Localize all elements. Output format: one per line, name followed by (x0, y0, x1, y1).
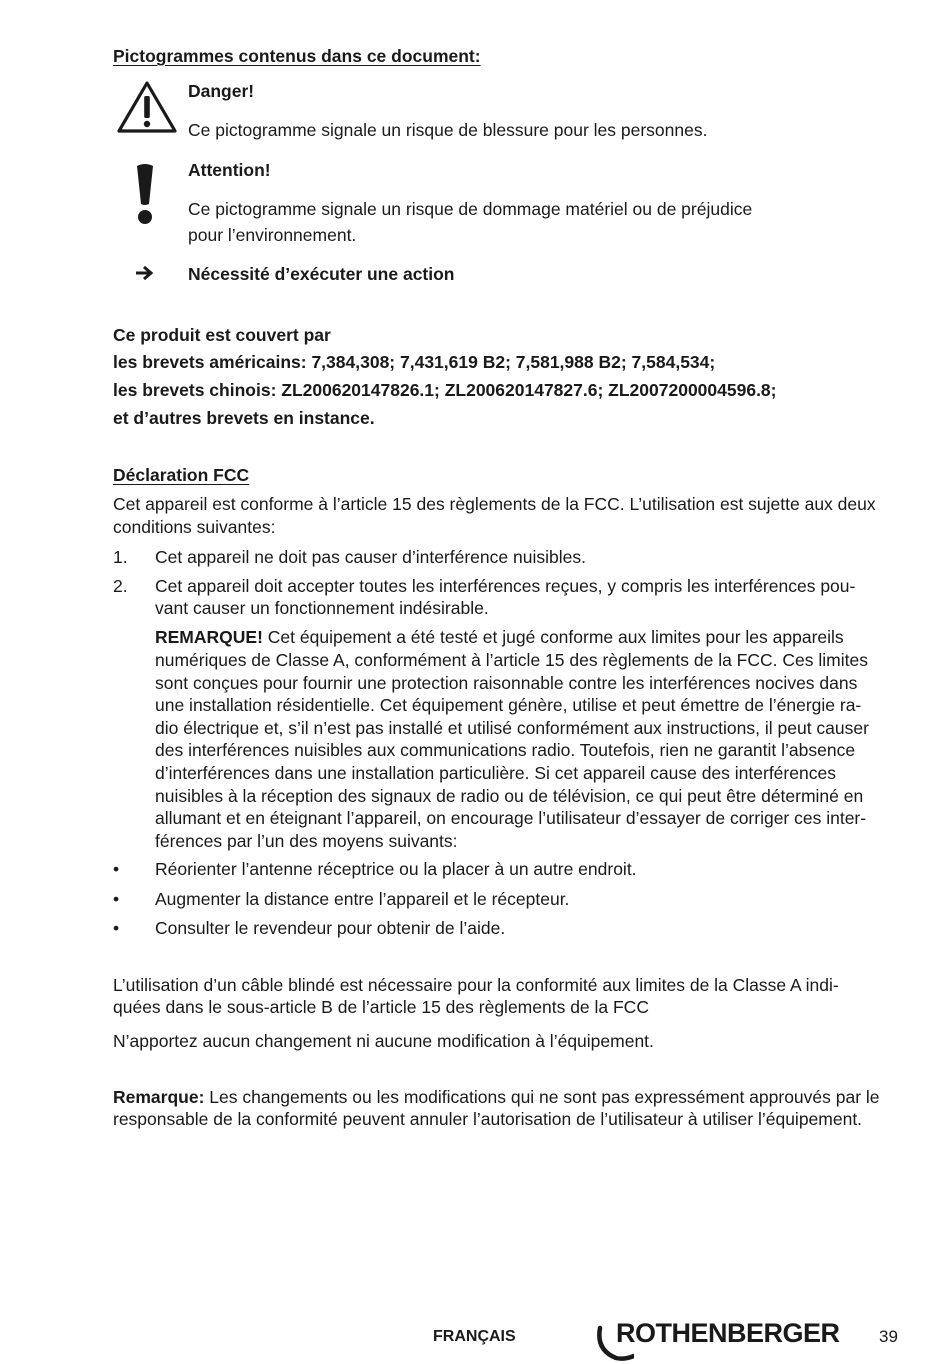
danger-title: Danger! (188, 81, 255, 101)
bullet-item-reorient: Réorienter l’antenne réceptrice ou la placer à un autre endroit. (155, 859, 637, 879)
patents-us: les brevets américains: 7,384,308; 7,431,619 B2; 7,581,988 B2; 7,584,534; (113, 352, 716, 372)
remark-line-8: nuisibles à la réception des signaux de radio ou de télévision, ce qui peut être déterminé en (155, 786, 864, 806)
remark-line-3: sont conçues pour fournir une protection raisonnable contre les interférences nocives dans (155, 673, 858, 693)
note-line2: responsable de la conformité peuvent annuler l’autorisation de l’utilisateur à utiliser l’équipement. (113, 1109, 863, 1129)
condition-2-text-line2: vant causer un fonctionnement indésirable. (155, 598, 489, 618)
remark-line-1: REMARQUE! Cet équipement a été testé et jugé conforme aux limites pour les appareils (155, 627, 844, 647)
bullet-item-distance: Augmenter la distance entre l’appareil et le récepteur. (155, 889, 570, 909)
remark-line-5: dio électrique et, s’il n’est pas installé et utilisé conformément aux instructions, il peut causer (155, 718, 869, 738)
warning-triangle-icon (116, 80, 178, 134)
patents-cn: les brevets chinois: ZL200620147826.1; ZL200620147827.6; ZL2007200004596.8; (113, 380, 777, 400)
remark-line-10: férences par l’un des moyens suivants: (155, 831, 458, 851)
fcc-intro-line1: Cet appareil est conforme à l’article 15 des règlements de la FCC. L’utilisation est sujette aux deux (113, 494, 876, 514)
attention-text-line2: pour l’environnement. (188, 225, 357, 245)
footer-language: FRANÇAIS (433, 1328, 516, 1345)
attention-text-line1: Ce pictogramme signale un risque de dommage matériel ou de préjudice (188, 199, 753, 219)
remark-line-4: une installation résidentielle. Cet équipement génère, utilise et peut émettre de l’énergie ra- (155, 695, 862, 715)
remark-line-7: d’interférences dans une installation particulière. Si cet appareil cause des interférences (155, 763, 836, 783)
shielded-cable-line1: L’utilisation d’un câble blindé est nécessaire pour la conformité aux limites de la Classe A indi- (113, 975, 839, 995)
pictograms-heading: Pictogrammes contenus dans ce document: (113, 46, 481, 66)
bullet: • (113, 918, 120, 938)
attention-title: Attention! (188, 160, 271, 180)
remark-line-6: des interférences nuisibles aux communications radio. Toutefois, rien ne garantit l’absence (155, 740, 856, 760)
note-line1: Remarque: Les changements ou les modifications qui ne sont pas expressément approuvés par le (113, 1087, 880, 1107)
page-number: 39 (879, 1327, 898, 1346)
bullet: • (113, 859, 120, 879)
shielded-cable-line2: quées dans le sous-article B de l’article 15 des règlements de la FCC (113, 997, 649, 1017)
remark-line-2: numériques de Classe A, conformément à l’article 15 des règlements de la FCC. Ces limites (155, 650, 868, 670)
condition-1-number: 1. (113, 547, 128, 567)
bullet-item-dealer: Consulter le revendeur pour obtenir de l’aide. (155, 918, 506, 938)
rothenberger-logo (594, 1320, 846, 1362)
arrow-right-icon (135, 265, 153, 281)
danger-text: Ce pictogramme signale un risque de blessure pour les personnes. (188, 120, 708, 140)
condition-1-text: Cet appareil ne doit pas causer d’interférence nuisibles. (155, 547, 586, 567)
patents-line1: Ce produit est couvert par (113, 325, 331, 345)
condition-2-number: 2. (113, 576, 128, 596)
no-changes-text: N’apportez aucun changement ni aucune modification à l’équipement. (113, 1031, 654, 1051)
exclamation-icon (133, 162, 157, 226)
action-title: Nécessité d’exécuter une action (188, 264, 455, 284)
remark-label: REMARQUE! (155, 627, 263, 647)
bullet: • (113, 889, 120, 909)
fcc-intro-line2: conditions suivantes: (113, 517, 276, 537)
condition-2-text-line1: Cet appareil doit accepter toutes les interférences reçues, y compris les interférences pou- (155, 576, 856, 596)
brand-name: ROTHENBERGER (616, 1318, 840, 1348)
fcc-heading: Déclaration FCC (113, 465, 250, 485)
patents-pending: et d’autres brevets en instance. (113, 408, 375, 428)
note-label: Remarque: (113, 1087, 205, 1107)
remark-line-9: allumant et en éteignant l’appareil, on encourage l’utilisateur d’essayer de corriger ces inter- (155, 808, 867, 828)
